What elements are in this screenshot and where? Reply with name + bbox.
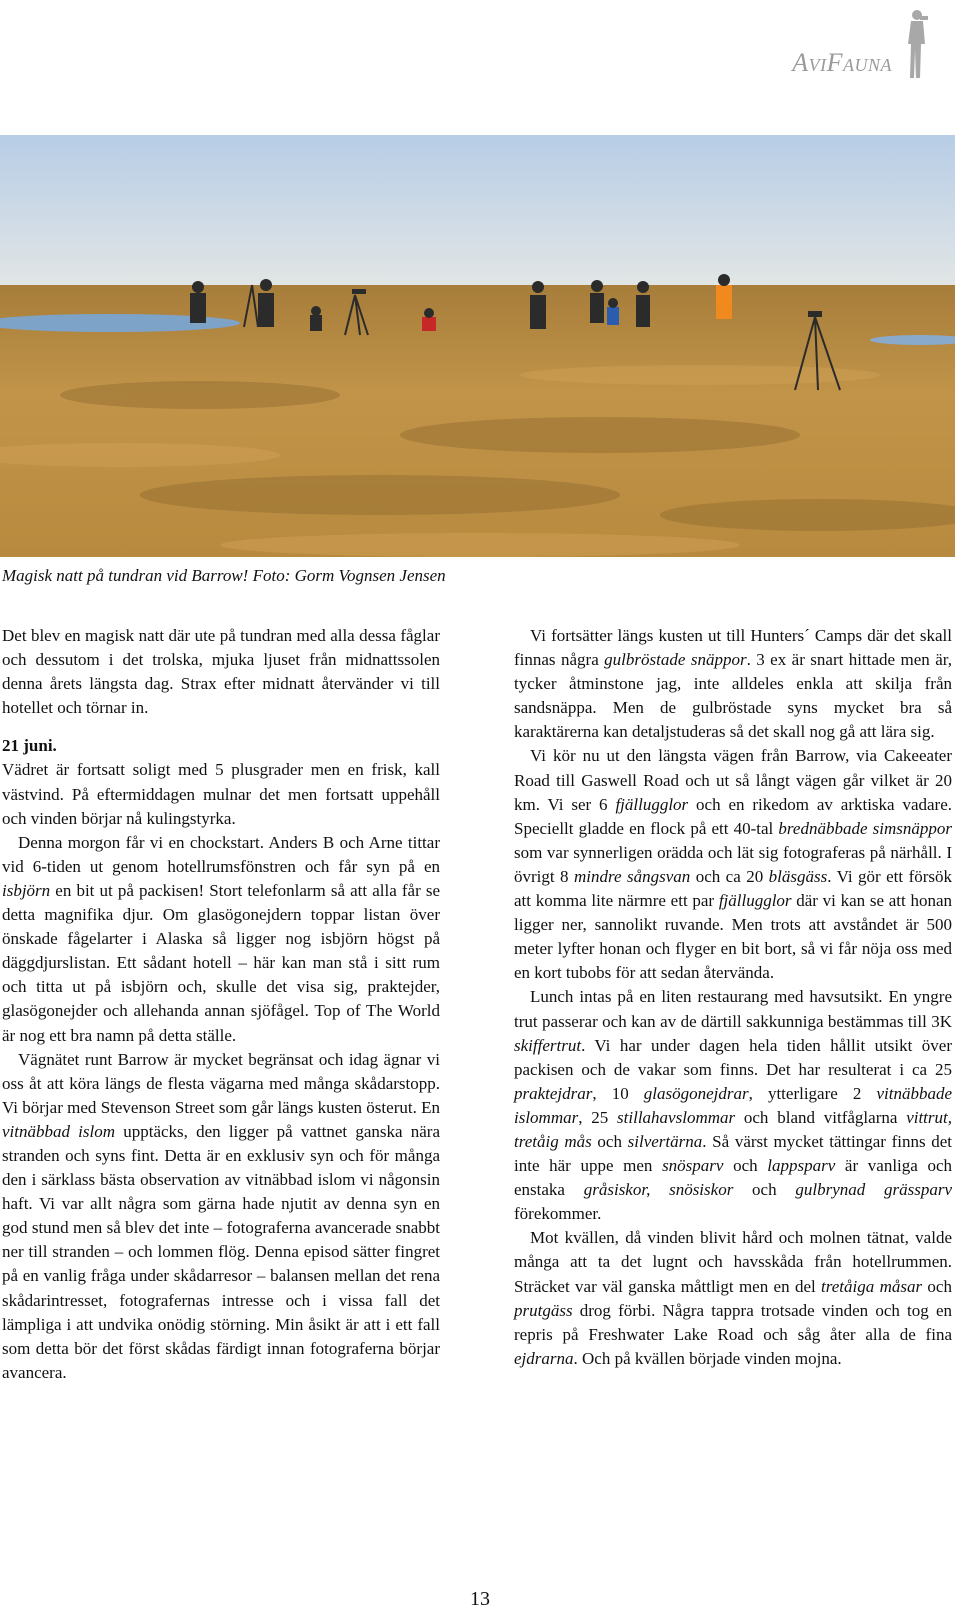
road-network-paragraph: Vägnätet runt Barrow är mycket begränsat och idag ägnar vi oss åt att köra längs de flesta vägarna med många skådarstopp. Vi börjar med Stevenson Street som går längs kusten österut. En vitnäbbad islom upptäcks, den ligger på vattnet ganska nära stranden och syns fint. Detta är en exklusiv syn och för många den i särklass bästa observation av vitnäbbad islom vi någonsin haft. Vi var allt några som gärna hade njutit av denna syn en god stund men så blev det inte – fotograferna avancerade snabbt ner till stranden – och lommen flög. Denna episod sätter fingret på en vanlig fråga under skådarresor – balansen mellan det rena skådarintresset, fotografernas intresse och i vissa fall det lämpliga i att undvika onödig störning. Min åsikt är att i ett fall som detta bör det först skådas färdigt innan fotograferna börjar avancera. <box>2 1049 440 1382</box>
left-column <box>2 624 440 1385</box>
evening-paragraph: Mot kvällen, då vinden blivit hård och molnen tätnat, valde många att ta det lugnt och havsskåda från hotellrummen. Sträcket var väl ganska måttligt men en del tretåiga måsar och prutgäss drog förbi. Några tappra trotsade vinden och tog en repris på Freshwater Lake Road och såg åter alla de fina ejdrarna. Och på kvällen började vinden mojna. <box>514 1228 952 1368</box>
birdwatcher-figure-icon <box>902 8 932 80</box>
tundra-photo-illustration <box>0 135 955 557</box>
gaswell-road-paragraph: Vi kör nu ut den längsta vägen från Barrow, via Cakeeater Road till Gaswell Road och ut så långt vägen går vilket är 20 km. Vi ser 6 fjällugglor och en rikedom av arktiska vadare. Speciellt gladde en flock på ett 40-tal brednäbbade simsnäppor som var synnerligen orädda och lät sig fotograferas på närhåll. I övrigt 8 mindre sångsvan och ca 20 bläsgäss. Vi gör ett försök att komma lite närmre ett par fjällugglor där vi kan se att honan ligger ner, sannolikt ruvande. Men trots att avståndet är 500 meter lyfter honan och flyger en bit bort, så vi får nöja oss med en kort tubobs för att sedan återvända. <box>514 746 953 983</box>
page-number: 13 <box>470 1588 490 1610</box>
tundra-photo <box>0 135 955 557</box>
section-heading-date: 21 juni. <box>2 736 57 756</box>
right-column <box>514 624 952 1371</box>
logo-text: AviFauna <box>792 48 892 77</box>
weather-paragraph: Vädret är fortsatt soligt med 5 plusgrader men en frisk, kall västvind. På eftermiddagen mulnar det men fortsatt uppehåll och vinden börjar nå kulingstyrka. <box>2 760 440 828</box>
hunters-camp-paragraph: Vi fortsätter längs kusten ut till Hunters´ Camps där det skall finnas några gulbröstade snäppor. 3 ex är snart hittade men är, tycker åtminstone jag, inte alldeles enkla att skilja från sandsnäppa. Men de gulbröstade syns mycket bra så karaktärerna kan detaljstuderas så det skall nog gå att lära sig. <box>514 626 952 742</box>
photo-caption: Magisk natt på tundran vid Barrow! Foto: Gorm Vognsen Jensen <box>2 566 446 585</box>
avifauna-logo <box>732 8 932 78</box>
lunch-paragraph: Lunch intas på en liten restaurang med havsutsikt. En yngre trut passerar och kan av de därtill sakkunniga bestämmas till 3K skiffertrut. Vi har under dagen hela tiden hållit utsikt över packisen och de vakar som finns. Det har resulterat i ca 25 praktejdrar, 10 glasögonejdrar, ytterligare 2 vitnäbbade islommar, 25 stillahavslommar och bland vitfåglarna vittrut, tretåig mås och silvertärna. Så värst mycket tättingar finns det inte här uppe men snösparv och lappsparv är vanliga och enstaka gråsiskor, snösiskor och gulbrynad grässparv förekommer. <box>514 987 953 1224</box>
polar-bear-paragraph: Denna morgon får vi en chockstart. Anders B och Arne tittar vid 6-tiden ut genom hotellrumsfönstren och får syn på en isbjörn en bit ut på packisen! Stort telefonlarm så att alla får se detta magnifika djur. Om glasögonejdern toppar listan över önskade fågelarter i Alaska så ligger nog isbjörn högst på däggdjurslistan. Ett sådant hotell – här kan man stå i sitt rum och titta ut på isbjörn och, skulle det visa sig, praktejder, glasögonejder och allehanda annan sjöfågel. Top of The World är nog ett bra namn på detta ställe. <box>2 832 440 1045</box>
intro-paragraph: Det blev en magisk natt där ute på tundran med alla dessa fåglar och dessutom i det trolska, mjuka ljuset från midnattssolen denna årets längsta dag. Strax efter midnatt återvänder vi till hotellet och törnar in. <box>2 626 440 718</box>
